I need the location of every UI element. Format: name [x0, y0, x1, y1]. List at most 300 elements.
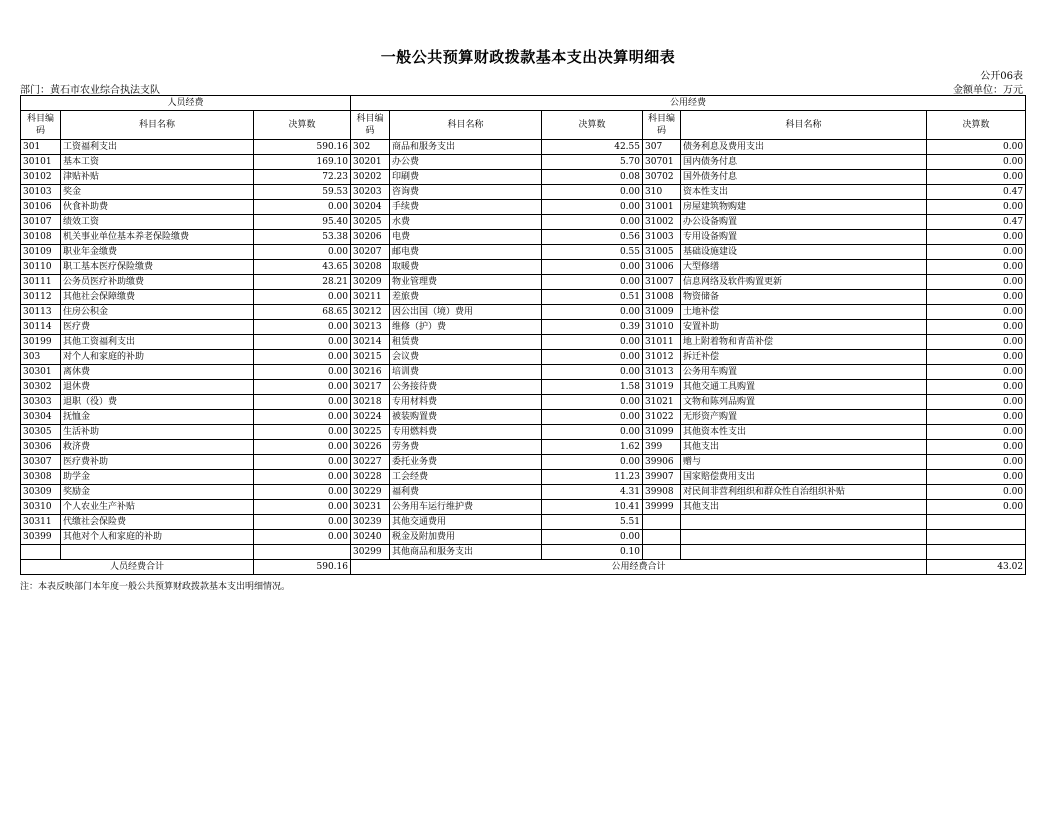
personnel-amount-cell: 0.00 [254, 485, 351, 500]
public-goods-services-code-cell: 30206 [351, 230, 390, 245]
personnel-name-cell: 绩效工资 [61, 215, 254, 230]
public-other-amount-cell [927, 515, 1026, 530]
public-other-amount-cell: 0.00 [927, 260, 1026, 275]
personnel-amount-cell: 0.00 [254, 470, 351, 485]
public-goods-services-code-cell: 30215 [351, 350, 390, 365]
table-row [21, 155, 1026, 170]
personnel-amount-cell: 0.00 [254, 200, 351, 215]
public-other-code-cell: 31001 [643, 200, 681, 215]
public-goods-services-amount-cell: 0.00 [542, 350, 643, 365]
personnel-name-cell: 基本工资 [61, 155, 254, 170]
public-goods-services-code-cell: 30225 [351, 425, 390, 440]
public-other-name-cell: 其他支出 [681, 500, 927, 515]
public-other-name-cell: 资本性支出 [681, 185, 927, 200]
amount-unit-label: 金额单位：万元 [953, 85, 1023, 96]
public-other-code-cell: 310 [643, 185, 681, 200]
public-other-name-cell: 土地补偿 [681, 305, 927, 320]
table-row [21, 470, 1026, 485]
public-other-amount-cell: 0.00 [927, 395, 1026, 410]
personnel-amount-cell: 43.65 [254, 260, 351, 275]
public-other-name-cell [681, 545, 927, 560]
table-row [21, 185, 1026, 200]
public-goods-services-name-cell: 因公出国（境）费用 [390, 305, 542, 320]
public-goods-services-code-cell: 30214 [351, 335, 390, 350]
table-row [21, 290, 1026, 305]
public-other-amount-cell: 0.00 [927, 350, 1026, 365]
personnel-code-cell: 30199 [21, 335, 61, 350]
personnel-amount-cell [254, 545, 351, 560]
public-goods-services-name-cell: 公务接待费 [390, 380, 542, 395]
table-row [21, 215, 1026, 230]
footnote: 注：本表反映部门本年度一般公共预算财政拨款基本支出明细情况。 [20, 582, 291, 592]
public-goods-services-amount-cell: 42.55 [542, 140, 643, 155]
table-row [21, 260, 1026, 275]
public-other-name-cell: 安置补助 [681, 320, 927, 335]
personnel-amount-cell: 0.00 [254, 350, 351, 365]
public-goods-services-code-cell: 30224 [351, 410, 390, 425]
public-other-amount-cell: 0.00 [927, 485, 1026, 500]
personnel-name-cell: 抚恤金 [61, 410, 254, 425]
public-other-amount-cell: 0.00 [927, 425, 1026, 440]
personnel-name-cell: 职业年金缴费 [61, 245, 254, 260]
public-other-name-cell: 物资储备 [681, 290, 927, 305]
personnel-name-cell: 奖励金 [61, 485, 254, 500]
public-other-name-cell: 专用设备购置 [681, 230, 927, 245]
personnel-code-cell: 30111 [21, 275, 61, 290]
public-goods-services-code-cell: 30227 [351, 455, 390, 470]
public-other-name-cell: 办公设备购置 [681, 215, 927, 230]
public-goods-services-name-cell: 税金及附加费用 [390, 530, 542, 545]
personnel-name-cell: 助学金 [61, 470, 254, 485]
public-other-amount-cell: 0.00 [927, 500, 1026, 515]
public-goods-services-code-cell: 30216 [351, 365, 390, 380]
public-goods-services-code-cell: 30202 [351, 170, 390, 185]
public-other-code-cell: 31011 [643, 335, 681, 350]
personnel-amount-cell: 53.38 [254, 230, 351, 245]
public-goods-services-code-cell: 30211 [351, 290, 390, 305]
public-other-amount-cell: 0.00 [927, 200, 1026, 215]
public-goods-services-code-cell: 30239 [351, 515, 390, 530]
public-other-amount-cell: 0.00 [927, 335, 1026, 350]
public-other-code-cell: 31008 [643, 290, 681, 305]
public-goods-services-amount-cell: 0.00 [542, 530, 643, 545]
expenditure-detail-table [20, 95, 1026, 575]
public-other-code-cell: 31010 [643, 320, 681, 335]
personnel-name-cell: 工资福利支出 [61, 140, 254, 155]
public-other-amount-cell: 0.00 [927, 155, 1026, 170]
public-goods-services-amount-cell: 0.00 [542, 410, 643, 425]
personnel-amount-cell: 169.10 [254, 155, 351, 170]
public-goods-services-name-cell: 会议费 [390, 350, 542, 365]
personnel-name-cell: 离休费 [61, 365, 254, 380]
public-other-amount-cell: 0.47 [927, 185, 1026, 200]
public-other-name-cell: 国家赔偿费用支出 [681, 470, 927, 485]
public-other-amount-cell: 0.00 [927, 440, 1026, 455]
personnel-name-cell: 公务员医疗补助缴费 [61, 275, 254, 290]
public-goods-services-name-cell: 商品和服务支出 [390, 140, 542, 155]
personnel-code-cell: 30102 [21, 170, 61, 185]
public-other-amount-cell: 0.00 [927, 470, 1026, 485]
public-other-name-cell: 国内债务付息 [681, 155, 927, 170]
public-goods-services-amount-cell: 0.10 [542, 545, 643, 560]
personnel-amount-cell: 28.21 [254, 275, 351, 290]
table-row [21, 530, 1026, 545]
column-header-name: 科目名称 [681, 111, 927, 140]
public-other-code-cell: 30701 [643, 155, 681, 170]
column-header-code: 科目编码 [351, 111, 390, 140]
public-goods-services-code-cell: 30208 [351, 260, 390, 275]
public-goods-services-code-cell: 30207 [351, 245, 390, 260]
personnel-code-cell: 30303 [21, 395, 61, 410]
public-other-code-cell: 31019 [643, 380, 681, 395]
public-goods-services-code-cell: 30217 [351, 380, 390, 395]
table-row [21, 395, 1026, 410]
public-other-name-cell: 房屋建筑物购建 [681, 200, 927, 215]
public-goods-services-name-cell: 被装购置费 [390, 410, 542, 425]
column-header-amount: 决算数 [542, 111, 643, 140]
public-goods-services-amount-cell: 0.00 [542, 395, 643, 410]
public-other-code-cell: 31009 [643, 305, 681, 320]
public-goods-services-name-cell: 手续费 [390, 200, 542, 215]
public-goods-services-name-cell: 印刷费 [390, 170, 542, 185]
public-goods-services-code-cell: 30299 [351, 545, 390, 560]
personnel-amount-cell: 0.00 [254, 320, 351, 335]
totals-row [21, 560, 1026, 575]
personnel-code-cell: 30305 [21, 425, 61, 440]
public-other-code-cell: 31006 [643, 260, 681, 275]
public-other-name-cell: 其他资本性支出 [681, 425, 927, 440]
public-goods-services-name-cell: 工会经费 [390, 470, 542, 485]
public-other-amount-cell: 0.00 [927, 170, 1026, 185]
personnel-code-cell: 30399 [21, 530, 61, 545]
personnel-code-cell: 30108 [21, 230, 61, 245]
personnel-amount-cell: 59.53 [254, 185, 351, 200]
public-goods-services-name-cell: 其他商品和服务支出 [390, 545, 542, 560]
public-other-code-cell: 31021 [643, 395, 681, 410]
public-goods-services-amount-cell: 0.00 [542, 215, 643, 230]
personnel-code-cell: 30110 [21, 260, 61, 275]
public-other-amount-cell: 0.00 [927, 455, 1026, 470]
personnel-code-cell: 30309 [21, 485, 61, 500]
table-row [21, 485, 1026, 500]
personnel-name-cell: 其他社会保障缴费 [61, 290, 254, 305]
public-goods-services-name-cell: 水费 [390, 215, 542, 230]
public-goods-services-code-cell: 302 [351, 140, 390, 155]
public-other-code-cell: 31007 [643, 275, 681, 290]
personnel-code-cell: 30113 [21, 305, 61, 320]
personnel-code-cell: 30109 [21, 245, 61, 260]
public-goods-services-name-cell: 办公费 [390, 155, 542, 170]
public-goods-services-name-cell: 培训费 [390, 365, 542, 380]
personnel-code-cell: 30306 [21, 440, 61, 455]
public-other-name-cell: 文物和陈列品购置 [681, 395, 927, 410]
column-header-code: 科目编码 [21, 111, 61, 140]
personnel-amount-cell: 95.40 [254, 215, 351, 230]
personnel-total-value: 590.16 [254, 560, 351, 575]
public-goods-services-amount-cell: 1.62 [542, 440, 643, 455]
personnel-name-cell: 医疗费 [61, 320, 254, 335]
personnel-amount-cell: 0.00 [254, 335, 351, 350]
personnel-name-cell: 退休费 [61, 380, 254, 395]
personnel-name-cell: 生活补助 [61, 425, 254, 440]
public-other-code-cell: 307 [643, 140, 681, 155]
table-row [21, 425, 1026, 440]
personnel-amount-cell: 0.00 [254, 395, 351, 410]
personnel-total-label: 人员经费合计 [21, 560, 254, 575]
table-row [21, 320, 1026, 335]
public-goods-services-name-cell: 维修（护）费 [390, 320, 542, 335]
column-header-code: 科目编码 [643, 111, 681, 140]
public-goods-services-amount-cell: 0.55 [542, 245, 643, 260]
table-title: 一般公共预算财政拨款基本支出决算明细表 [380, 48, 676, 66]
public-other-name-cell: 国外债务付息 [681, 170, 927, 185]
table-row [21, 410, 1026, 425]
public-goods-services-name-cell: 劳务费 [390, 440, 542, 455]
public-other-amount-cell [927, 545, 1026, 560]
public-goods-services-code-cell: 30204 [351, 200, 390, 215]
public-goods-services-name-cell: 专用燃料费 [390, 425, 542, 440]
personnel-code-cell: 30101 [21, 155, 61, 170]
public-goods-services-code-cell: 30218 [351, 395, 390, 410]
personnel-code-cell: 30301 [21, 365, 61, 380]
public-goods-services-name-cell: 公务用车运行维护费 [390, 500, 542, 515]
section-header-personnel: 人员经费 [21, 96, 351, 111]
public-goods-services-amount-cell: 0.51 [542, 290, 643, 305]
public-goods-services-code-cell: 30201 [351, 155, 390, 170]
table-row [21, 350, 1026, 365]
public-goods-services-code-cell: 30229 [351, 485, 390, 500]
public-goods-services-amount-cell: 0.00 [542, 260, 643, 275]
public-goods-services-amount-cell: 0.00 [542, 425, 643, 440]
personnel-amount-cell: 0.00 [254, 515, 351, 530]
public-other-name-cell: 信息网络及软件购置更新 [681, 275, 927, 290]
personnel-code-cell: 30107 [21, 215, 61, 230]
form-number: 公开06表 [980, 71, 1023, 82]
public-goods-services-amount-cell: 0.08 [542, 170, 643, 185]
public-other-amount-cell: 0.00 [927, 275, 1026, 290]
public-other-amount-cell: 0.47 [927, 215, 1026, 230]
personnel-amount-cell: 0.00 [254, 290, 351, 305]
public-total-value: 43.02 [927, 560, 1026, 575]
personnel-amount-cell: 68.65 [254, 305, 351, 320]
public-other-name-cell: 债务利息及费用支出 [681, 140, 927, 155]
public-goods-services-name-cell: 专用材料费 [390, 395, 542, 410]
personnel-name-cell: 退职（役）费 [61, 395, 254, 410]
table-row [21, 140, 1026, 155]
section-header-public: 公用经费 [351, 96, 1026, 111]
public-goods-services-amount-cell: 0.00 [542, 335, 643, 350]
public-goods-services-amount-cell: 0.00 [542, 455, 643, 470]
personnel-amount-cell: 0.00 [254, 245, 351, 260]
public-goods-services-code-cell: 30213 [351, 320, 390, 335]
public-other-amount-cell: 0.00 [927, 290, 1026, 305]
public-other-amount-cell: 0.00 [927, 305, 1026, 320]
public-goods-services-amount-cell: 0.00 [542, 275, 643, 290]
public-other-name-cell: 公务用车购置 [681, 365, 927, 380]
column-header-amount: 决算数 [927, 111, 1026, 140]
public-other-name-cell: 大型修缮 [681, 260, 927, 275]
public-other-code-cell: 31005 [643, 245, 681, 260]
personnel-amount-cell: 0.00 [254, 455, 351, 470]
table-row [21, 230, 1026, 245]
public-goods-services-name-cell: 委托业务费 [390, 455, 542, 470]
public-other-name-cell: 拆迁补偿 [681, 350, 927, 365]
public-other-code-cell: 31013 [643, 365, 681, 380]
public-goods-services-amount-cell: 0.00 [542, 305, 643, 320]
public-goods-services-amount-cell: 5.51 [542, 515, 643, 530]
public-other-code-cell: 39906 [643, 455, 681, 470]
public-other-code-cell: 31003 [643, 230, 681, 245]
public-other-code-cell: 39999 [643, 500, 681, 515]
public-other-code-cell: 399 [643, 440, 681, 455]
column-header-name: 科目名称 [390, 111, 542, 140]
public-goods-services-name-cell: 差旅费 [390, 290, 542, 305]
personnel-code-cell: 30311 [21, 515, 61, 530]
public-goods-services-amount-cell: 1.58 [542, 380, 643, 395]
public-total-label: 公用经费合计 [351, 560, 927, 575]
personnel-amount-cell: 0.00 [254, 365, 351, 380]
public-goods-services-amount-cell: 0.00 [542, 365, 643, 380]
public-other-code-cell: 31002 [643, 215, 681, 230]
public-goods-services-name-cell: 咨询费 [390, 185, 542, 200]
public-other-code-cell [643, 515, 681, 530]
public-other-name-cell: 无形资产购置 [681, 410, 927, 425]
personnel-code-cell: 30114 [21, 320, 61, 335]
public-other-amount-cell: 0.00 [927, 245, 1026, 260]
personnel-name-cell: 医疗费补助 [61, 455, 254, 470]
personnel-code-cell: 30302 [21, 380, 61, 395]
public-goods-services-code-cell: 30203 [351, 185, 390, 200]
personnel-name-cell [61, 545, 254, 560]
personnel-code-cell: 30106 [21, 200, 61, 215]
public-other-code-cell [643, 545, 681, 560]
public-goods-services-amount-cell: 0.56 [542, 230, 643, 245]
public-goods-services-amount-cell: 0.00 [542, 185, 643, 200]
personnel-code-cell: 303 [21, 350, 61, 365]
table-row [21, 365, 1026, 380]
personnel-code-cell: 301 [21, 140, 61, 155]
public-other-amount-cell [927, 530, 1026, 545]
personnel-amount-cell: 590.16 [254, 140, 351, 155]
personnel-amount-cell: 72.23 [254, 170, 351, 185]
public-other-name-cell: 基础设施建设 [681, 245, 927, 260]
public-other-code-cell: 31022 [643, 410, 681, 425]
personnel-code-cell: 30103 [21, 185, 61, 200]
table-row [21, 245, 1026, 260]
public-other-code-cell: 30702 [643, 170, 681, 185]
public-goods-services-amount-cell: 0.00 [542, 200, 643, 215]
public-other-name-cell: 其他支出 [681, 440, 927, 455]
table-row [21, 200, 1026, 215]
personnel-amount-cell: 0.00 [254, 425, 351, 440]
personnel-name-cell: 对个人和家庭的补助 [61, 350, 254, 365]
table-row [21, 500, 1026, 515]
personnel-name-cell: 职工基本医疗保险缴费 [61, 260, 254, 275]
public-goods-services-name-cell: 其他交通费用 [390, 515, 542, 530]
personnel-code-cell: 30307 [21, 455, 61, 470]
personnel-amount-cell: 0.00 [254, 530, 351, 545]
personnel-code-cell [21, 545, 61, 560]
personnel-amount-cell: 0.00 [254, 500, 351, 515]
table-row [21, 545, 1026, 560]
personnel-code-cell: 30112 [21, 290, 61, 305]
table-row [21, 455, 1026, 470]
personnel-code-cell: 30310 [21, 500, 61, 515]
public-goods-services-code-cell: 30209 [351, 275, 390, 290]
personnel-code-cell: 30304 [21, 410, 61, 425]
public-goods-services-amount-cell: 11.23 [542, 470, 643, 485]
public-goods-services-amount-cell: 4.31 [542, 485, 643, 500]
public-goods-services-name-cell: 邮电费 [390, 245, 542, 260]
public-goods-services-code-cell: 30231 [351, 500, 390, 515]
personnel-code-cell: 30308 [21, 470, 61, 485]
public-other-amount-cell: 0.00 [927, 380, 1026, 395]
public-goods-services-code-cell: 30205 [351, 215, 390, 230]
public-goods-services-code-cell: 30228 [351, 470, 390, 485]
personnel-name-cell: 救济费 [61, 440, 254, 455]
table-row [21, 170, 1026, 185]
column-header-amount: 决算数 [254, 111, 351, 140]
column-header-name: 科目名称 [61, 111, 254, 140]
public-goods-services-name-cell: 物业管理费 [390, 275, 542, 290]
personnel-amount-cell: 0.00 [254, 380, 351, 395]
table-row [21, 380, 1026, 395]
personnel-name-cell: 机关事业单位基本养老保险缴费 [61, 230, 254, 245]
public-goods-services-amount-cell: 0.39 [542, 320, 643, 335]
public-goods-services-amount-cell: 10.41 [542, 500, 643, 515]
public-goods-services-code-cell: 30226 [351, 440, 390, 455]
public-goods-services-name-cell: 取暖费 [390, 260, 542, 275]
personnel-name-cell: 津贴补贴 [61, 170, 254, 185]
table-row [21, 440, 1026, 455]
public-goods-services-name-cell: 福利费 [390, 485, 542, 500]
public-other-name-cell [681, 530, 927, 545]
public-other-amount-cell: 0.00 [927, 320, 1026, 335]
public-other-amount-cell: 0.00 [927, 365, 1026, 380]
table-row [21, 275, 1026, 290]
public-other-amount-cell: 0.00 [927, 410, 1026, 425]
public-goods-services-name-cell: 租赁费 [390, 335, 542, 350]
public-goods-services-name-cell: 电费 [390, 230, 542, 245]
public-goods-services-amount-cell: 5.70 [542, 155, 643, 170]
personnel-amount-cell: 0.00 [254, 440, 351, 455]
public-other-code-cell [643, 530, 681, 545]
public-other-code-cell: 31012 [643, 350, 681, 365]
public-other-code-cell: 39907 [643, 470, 681, 485]
personnel-amount-cell: 0.00 [254, 410, 351, 425]
personnel-name-cell: 其他对个人和家庭的补助 [61, 530, 254, 545]
public-other-name-cell: 地上附着物和青苗补偿 [681, 335, 927, 350]
personnel-name-cell: 奖金 [61, 185, 254, 200]
table-row [21, 305, 1026, 320]
public-other-amount-cell: 0.00 [927, 140, 1026, 155]
table-row [21, 335, 1026, 350]
public-other-name-cell: 赠与 [681, 455, 927, 470]
personnel-name-cell: 伙食补助费 [61, 200, 254, 215]
personnel-name-cell: 个人农业生产补贴 [61, 500, 254, 515]
department-label: 部门：黄石市农业综合执法支队 [20, 85, 160, 96]
public-other-name-cell [681, 515, 927, 530]
public-other-name-cell: 其他交通工具购置 [681, 380, 927, 395]
personnel-name-cell: 住房公积金 [61, 305, 254, 320]
public-other-name-cell: 对民间非营利组织和群众性自治组织补贴 [681, 485, 927, 500]
public-goods-services-code-cell: 30212 [351, 305, 390, 320]
public-other-amount-cell: 0.00 [927, 230, 1026, 245]
personnel-name-cell: 代缴社会保险费 [61, 515, 254, 530]
personnel-name-cell: 其他工资福利支出 [61, 335, 254, 350]
public-goods-services-code-cell: 30240 [351, 530, 390, 545]
table-row [21, 515, 1026, 530]
